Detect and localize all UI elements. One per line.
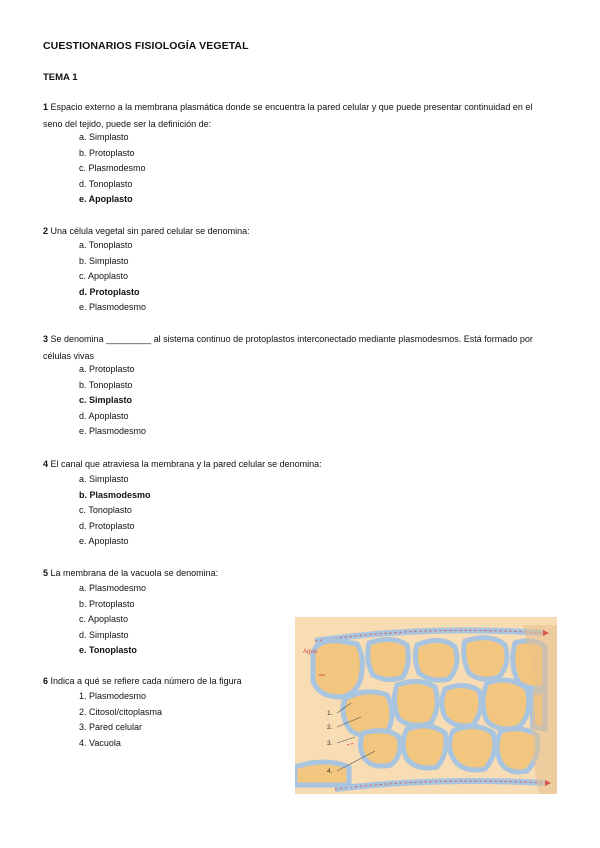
figure-marker-4: 4.: [327, 768, 333, 775]
question-text: Indica a qué se refiere cada número de la figura: [50, 676, 242, 686]
answer-item: 3. Pared celular: [79, 722, 143, 733]
question-6: [43, 673, 293, 690]
section-heading: TEMA 1: [43, 72, 78, 83]
figure-marker-3: 3.: [327, 740, 333, 747]
answer-item: 1. Plasmodesmo: [79, 691, 147, 701]
figure-marker-2: 2.: [327, 724, 333, 731]
question-number: 3: [43, 334, 49, 344]
document-title: CUESTIONARIOS FISIOLOGÍA VEGETAL: [43, 40, 249, 52]
question-text: Una célula vegetal sin pared celular se denomina:: [50, 226, 250, 236]
cell: [394, 681, 437, 725]
question-5-options: [79, 581, 146, 659]
answer-item: 2. Citosol/citoplasma: [79, 706, 163, 717]
question-number: 2: [43, 226, 49, 236]
question-1: [43, 99, 543, 132]
question-1-options: [79, 130, 146, 208]
cell: [497, 729, 538, 772]
option: d. Protoplasto: [79, 520, 135, 531]
option: b. Tonoplasto: [79, 379, 133, 390]
question-5: [43, 565, 543, 582]
option-correct: b. Plasmodesmo: [79, 489, 151, 500]
question-3-options: [79, 362, 146, 440]
cell: [483, 680, 529, 729]
question-6-answers: [79, 689, 162, 751]
option-correct: c. Simplasto: [79, 395, 133, 406]
agua-label: Agua: [303, 649, 318, 655]
question-2-options: [79, 238, 146, 316]
figure-marker-1: 1.: [327, 710, 333, 717]
cell: [360, 731, 400, 766]
question-number: 5: [43, 568, 49, 578]
option: e. Plasmodesmo: [79, 302, 147, 313]
option: b. Protoplasto: [79, 147, 135, 158]
question-text: La membrana de la vacuola se denomina:: [50, 568, 219, 578]
question-text: Espacio externo a la membrana plasmática donde se encuentra la pared celular y que puede presentar continuidad en el seno del tejido, puede ser la definición de:: [43, 102, 533, 129]
question-number: 1: [43, 102, 49, 112]
option: b. Protoplasto: [79, 598, 135, 609]
option-correct: e. Apoplasto: [79, 194, 133, 205]
answer-item: 4. Vacuola: [79, 737, 121, 748]
option: a. Protoplasto: [79, 364, 135, 374]
question-4-options: [79, 472, 151, 550]
question-text: El canal que atraviesa la membrana y la pared celular se denomina:: [50, 459, 322, 469]
option: e. Plasmodesmo: [79, 426, 147, 437]
option: a. Simplasto: [79, 132, 129, 142]
option: e. Apoplasto: [79, 536, 129, 547]
cell: [449, 726, 494, 770]
question-number: 6: [43, 676, 49, 686]
option: d. Apoplasto: [79, 410, 129, 421]
cell: [403, 726, 446, 768]
question-3: [43, 331, 543, 364]
option: c. Tonoplasto: [79, 505, 132, 516]
option-correct: e. Tonoplasto: [79, 645, 137, 656]
option: c. Apoplasto: [79, 271, 129, 282]
option-correct: d. Protoplasto: [79, 286, 140, 297]
cell: [415, 640, 457, 680]
option: d. Simplasto: [79, 629, 129, 640]
option: c. Apoplasto: [79, 614, 129, 625]
option: a. Plasmodesmo: [79, 583, 147, 593]
cell: [464, 638, 507, 679]
cell: [313, 641, 362, 697]
question-number: 4: [43, 459, 49, 469]
option: b. Simplasto: [79, 255, 129, 266]
option: a. Tonoplasto: [79, 240, 133, 250]
option: d. Tonoplasto: [79, 178, 133, 189]
cell: [368, 639, 409, 679]
cell: [442, 685, 481, 726]
option: c. Plasmodesmo: [79, 163, 146, 174]
plant-tissue-figure: [295, 617, 557, 794]
cell: [295, 762, 349, 785]
option: a. Simplasto: [79, 474, 129, 484]
question-text: Se denomina _________ al sistema continuo de protoplastos interconectado mediante plasmodesmos. Está formado por células vivas: [43, 334, 533, 361]
question-4: [43, 456, 543, 473]
